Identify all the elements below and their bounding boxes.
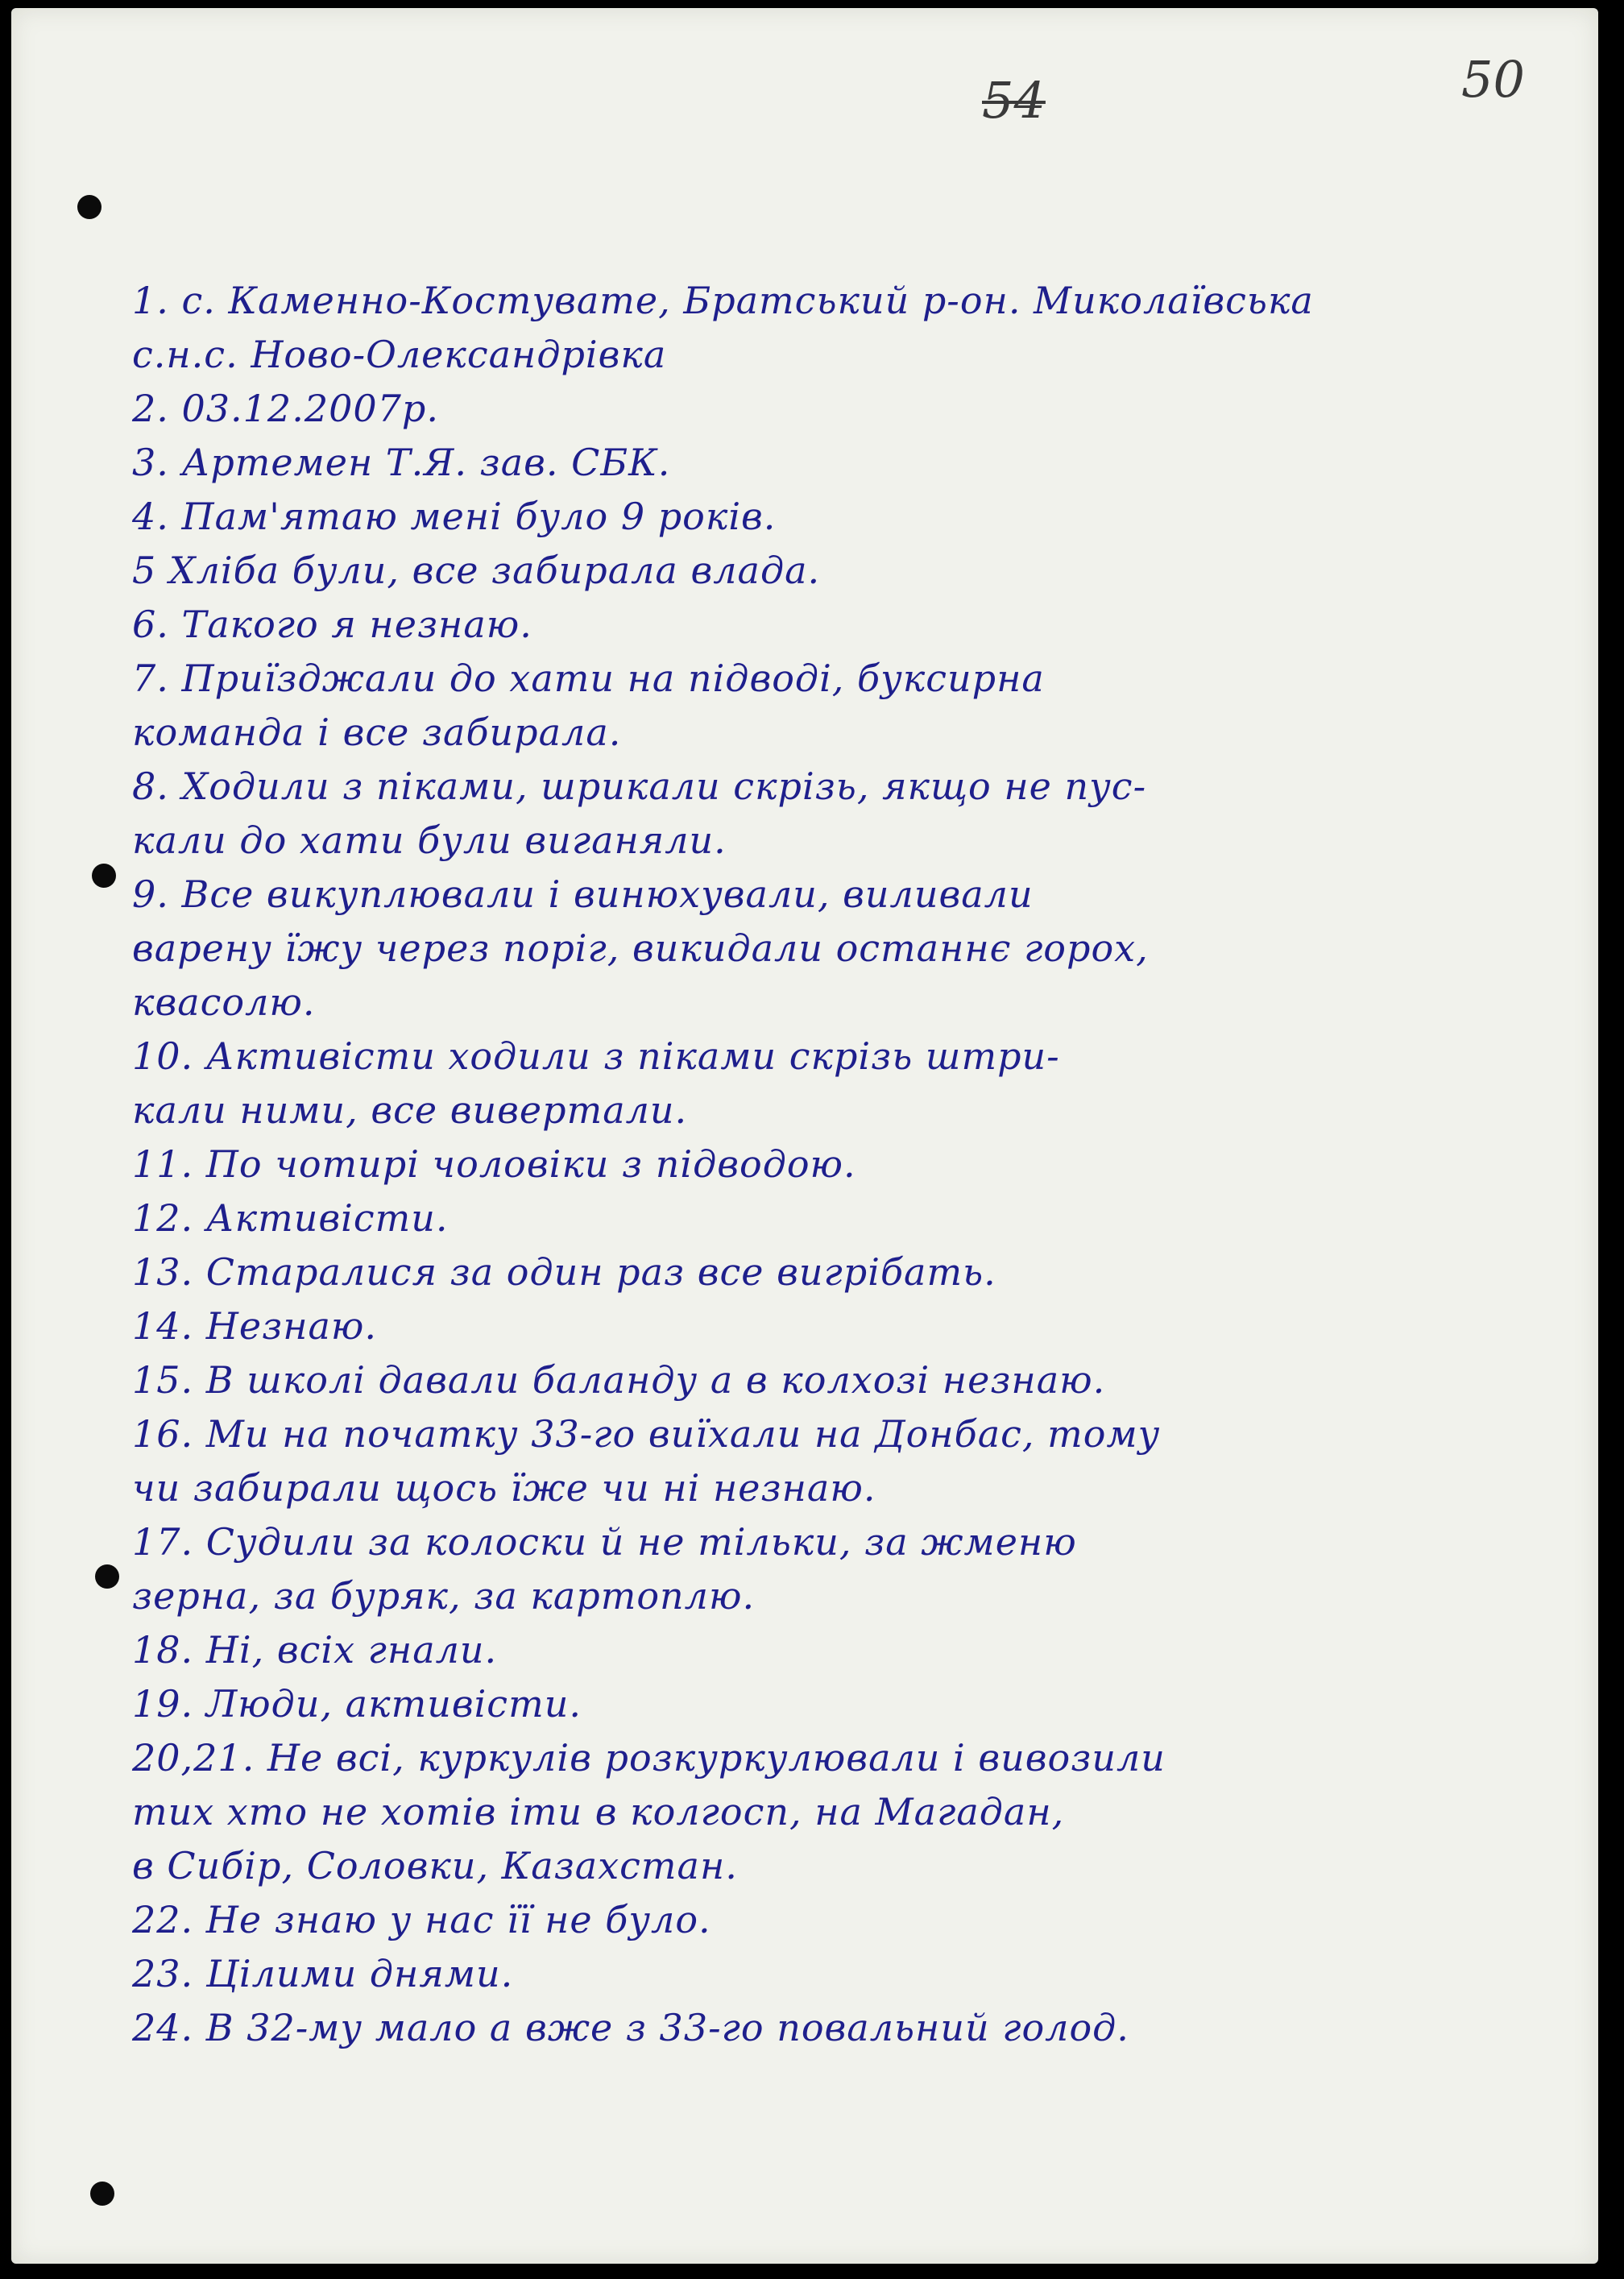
- answer-line: 20,21. Не всі, куркулів розкуркулювали і вивозили: [132, 1736, 1166, 1780]
- crossed-out-page-number: 54: [982, 71, 1046, 130]
- answer-line: 5 Хліба були, все забирала влада.: [132, 549, 821, 592]
- punch-hole-4: [90, 2182, 114, 2206]
- answer-line: 2. 03.12.2007р.: [132, 387, 439, 430]
- answer-line: 24. В 32-му мало а вже з 33-го повальний голод.: [132, 2006, 1129, 2049]
- answer-line: 19. Люди, активісти.: [132, 1682, 582, 1726]
- answer-line: 15. В школі давали баланду а в колхозі незнаю.: [132, 1358, 1106, 1402]
- answer-line: 6. Такого я незнаю.: [132, 603, 532, 646]
- answer-line: 1. с. Каменно-Костувате, Братський р-он. Миколаївська: [132, 279, 1314, 322]
- answer-line: чи забирали щось їже чи ні незнаю.: [132, 1466, 876, 1510]
- answer-line: 7. Приїзджали до хати на підводі, буксирна: [132, 657, 1045, 700]
- answer-line: 11. По чотирі чоловіки з підводою.: [132, 1142, 856, 1186]
- answer-line: тих хто не хотів іти в колгосп, на Магадан,: [132, 1790, 1065, 1834]
- answer-line: варену їжу через поріг, викидали останнє горох,: [132, 926, 1149, 970]
- answer-line: 12. Активісти.: [132, 1196, 449, 1240]
- answer-line: кали до хати були виганяли.: [132, 818, 727, 862]
- answer-line: в Сибір, Соловки, Казахстан.: [132, 1844, 738, 1887]
- answer-line: команда і все забирала.: [132, 711, 622, 754]
- punch-hole-3: [95, 1564, 119, 1589]
- answer-line: 17. Судили за колоски й не тільки, за жменю: [132, 1520, 1077, 1564]
- answers-list: [132, 274, 1582, 2055]
- answer-line: 8. Ходили з піками, шрикали скрізь, якщо не пус-: [132, 765, 1147, 808]
- punch-hole-1: [77, 195, 102, 219]
- answer-line: 3. Артемен Т.Я. зав. СБК.: [132, 441, 671, 484]
- answer-line: 23. Цілими днями.: [132, 1952, 514, 1995]
- punch-hole-2: [92, 864, 116, 888]
- answer-line: 13. Старалися за один раз все вигрібать.: [132, 1250, 996, 1294]
- page-number: 50: [1461, 50, 1525, 109]
- answer-line: 22. Не знаю у нас її не було.: [132, 1898, 711, 1941]
- answer-line: 9. Все викуплювали і винюхували, виливали: [132, 872, 1034, 916]
- answer-line: кали ними, все вивертали.: [132, 1088, 688, 1132]
- answer-line: зерна, за буряк, за картоплю.: [132, 1574, 756, 1618]
- answer-line: квасолю.: [132, 980, 316, 1024]
- answer-line: 10. Активісти ходили з піками скрізь штри-: [132, 1034, 1060, 1078]
- answer-line: 18. Ні, всіх гнали.: [132, 1628, 498, 1672]
- document-page: [11, 8, 1598, 2264]
- answer-line: 14. Незнаю.: [132, 1304, 378, 1348]
- answer-line: с.н.с. Ново-Олександрівка: [132, 333, 667, 376]
- answer-line: 4. Пам'ятаю мені було 9 років.: [132, 495, 777, 538]
- answer-line: 16. Ми на початку 33-го виїхали на Донбас, тому: [132, 1412, 1161, 1456]
